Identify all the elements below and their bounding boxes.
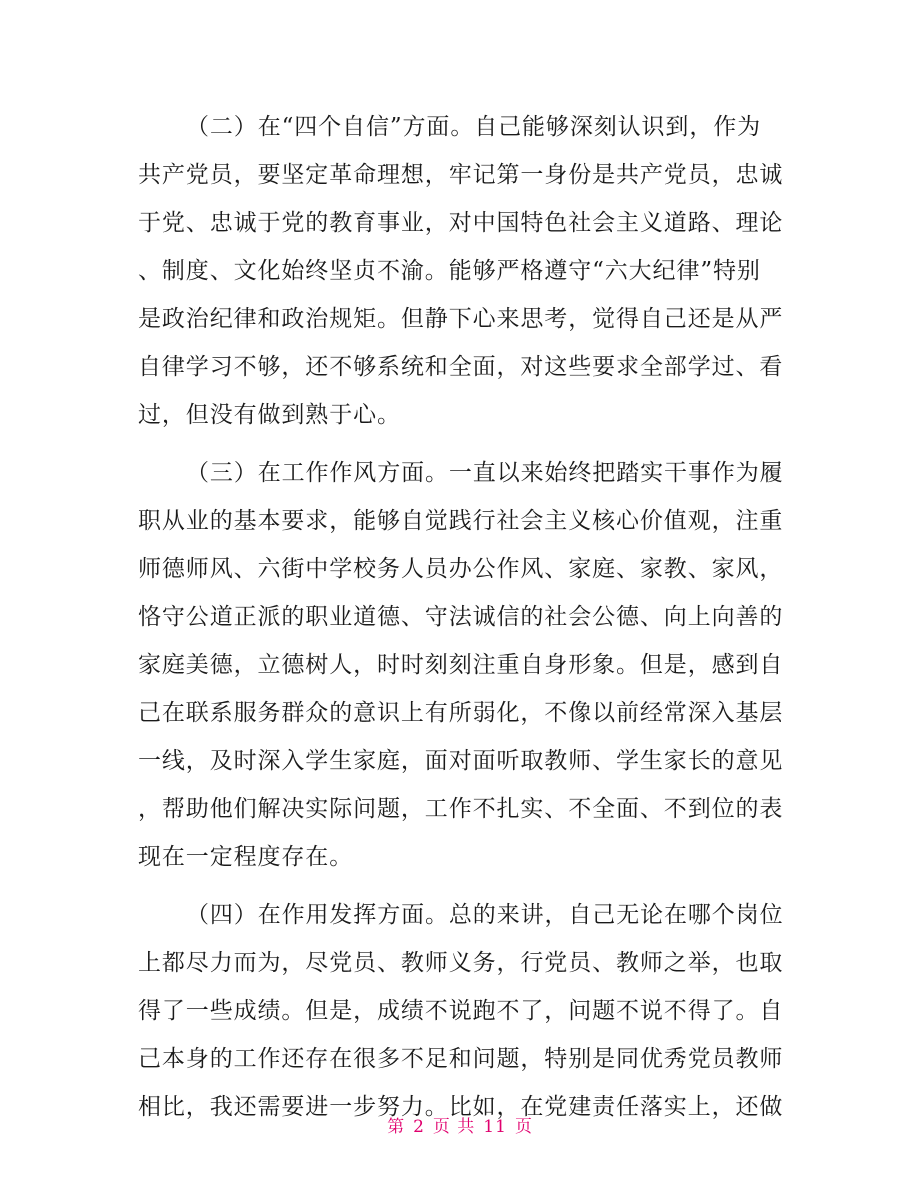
- text-line: 、制度、文化始终坚贞不渝。能够严格遵守“六大纪律”特别: [138, 258, 761, 284]
- text-line: 恪守公道正派的职业道德、守法诚信的社会公德、向上向善的: [138, 604, 784, 630]
- text-line: （四）在作用发挥方面。总的来讲，自己无论在哪个岗位: [186, 902, 784, 928]
- text-line: ，帮助他们解决实际问题，工作不扎实、不全面、不到位的表: [138, 796, 784, 822]
- text-line: 家庭美德，立德树人，时时刻刻注重自身形象。但是，感到自: [138, 652, 784, 678]
- text-line: 现在一定程度存在。: [138, 844, 354, 870]
- text-line: 得了一些成绩。但是，成绩不说跑不了，问题不说不得了。自: [138, 998, 784, 1024]
- text-line: 共产党员，要坚定革命理想，牢记第一身份是共产党员，忠诚: [138, 162, 784, 188]
- text-line: 相比，我还需要进一步努力。比如，在党建责任落实上，还做: [138, 1094, 784, 1120]
- text-line: 己本身的工作还存在很多不足和问题，特别是同优秀党员教师: [138, 1046, 784, 1072]
- text-line: 己在联系服务群众的意识上有所弱化，不像以前经常深入基层: [138, 700, 784, 726]
- footer-middle: 页 共: [432, 1117, 476, 1137]
- text-line: 于党、忠诚于党的教育事业，对中国特色社会主义道路、理论: [138, 210, 784, 236]
- text-line: 是政治纪律和政治规矩。但静下心来思考，觉得自己还是从严: [138, 306, 784, 332]
- document-body: [138, 103, 788, 1131]
- text-line: （三）在工作作风方面。一直以来始终把踏实干事作为履: [186, 460, 784, 486]
- footer-suffix: 页: [514, 1117, 533, 1137]
- footer-total-pages: 11: [483, 1117, 507, 1137]
- text-line: （二）在“四个自信”方面。自己能够深刻认识到，作为: [186, 114, 762, 140]
- paragraph-four-confidences: [138, 103, 788, 439]
- footer-prefix: 第: [387, 1117, 406, 1137]
- text-line: 师德师风、六街中学校务人员办公作风、家庭、家教、家风，: [138, 556, 784, 582]
- text-line: 一线，及时深入学生家庭，面对面听取教师、学生家长的意见: [138, 748, 784, 774]
- footer-current-page: 2: [413, 1117, 425, 1137]
- text-line: 自律学习不够，还不够系统和全面，对这些要求全部学过、看: [138, 354, 784, 380]
- paragraph-role-play: [138, 891, 788, 1131]
- paragraph-work-style: [138, 449, 788, 881]
- text-line: 职从业的基本要求，能够自觉践行社会主义核心价值观，注重: [138, 508, 784, 534]
- text-line: 上都尽力而为，尽党员、教师义务，行党员、教师之举，也取: [138, 950, 784, 976]
- page-footer: [0, 1112, 920, 1137]
- text-line: 过，但没有做到熟于心。: [138, 402, 401, 428]
